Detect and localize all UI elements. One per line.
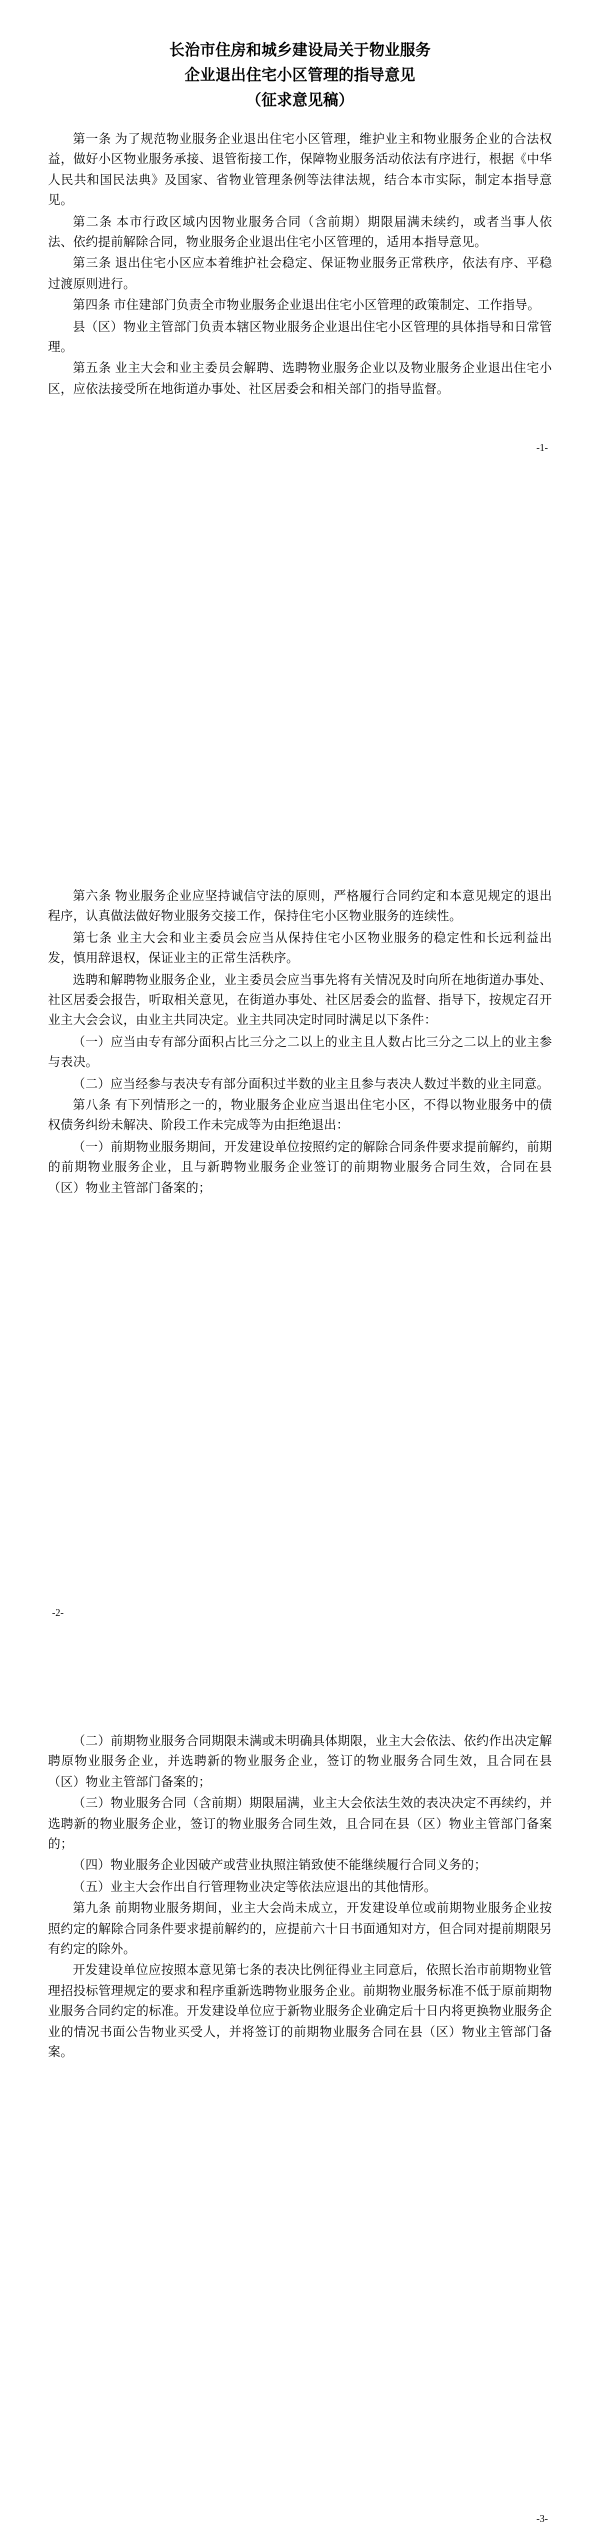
paragraph: 第六条 物业服务企业应坚持诚信守法的原则，严格履行合同约定和本意见规定的退出程序，认真做法做好物业服务交接工作，保持住宅小区物业服务的连续性。	[48, 889, 552, 924]
paragraph: 第三条 退出住宅小区应本着维护社会稳定、保证物业服务正常秩序，依法有序、平稳过渡原则进行。	[48, 256, 552, 291]
paragraph: （三）物业服务合同（含前期）期限届满，业主大会依法生效的表决决定不再续约，并选聘新的物业服务企业，签订的物业服务合同生效，且合同在县（区）物业主管部门备案的；	[48, 1796, 552, 1852]
title-line-3: （征求意见稿）	[246, 92, 354, 109]
page-number: -3-	[536, 2514, 548, 2525]
paragraph: （五）业主大会作出自行管理物业决定等依法应退出的其他情形。	[72, 1879, 437, 1894]
page-number: -1-	[536, 443, 548, 454]
paragraph: 开发建设单位应按照本意见第七条的表决比例征得业主同意后，依照长治市前期物业管理招投标管理规定的要求和程序重新选聘物业服务企业。前期物业服务标准不低于原前期物业服务合同约定的标准。开发建设单位应于新物业服务企业确定后十日内将更换物业服务企业的情况书面公告物业买受人，并将签订的前期物业服务合同在县（区）物业主管部门备案。	[48, 1963, 552, 2060]
document-page-3	[0, 1697, 600, 2543]
paragraph: （二）应当经参与表决专有部分面积过半数的业主且参与表决人数过半数的业主同意。	[72, 1076, 550, 1091]
title-line-2: 企业退出住宅小区管理的指导意见	[184, 67, 416, 84]
paragraph: 第四条 市住建部门负责全市物业服务企业退出住宅小区管理的政策制定、工作指导。	[72, 298, 541, 313]
paragraph: （四）物业服务企业因破产或营业执照注销致使不能继续履行合同义务的；	[72, 1858, 487, 1873]
paragraph: （一）前期物业服务期间，开发建设单位按照约定的解除合同条件要求提前解约，前期的前期物业服务企业，且与新聘物业服务企业签订的前期物业服务合同生效，合同在县（区）物业主管部门备案的；	[48, 1139, 552, 1195]
document-page-2	[0, 852, 600, 1697]
paragraph: 县（区）物业主管部门负责本辖区物业服务企业退出住宅小区管理的具体指导和日常管理。	[48, 319, 552, 355]
paragraph: 第二条 本市行政区域内因物业服务合同（含前期）期限届满未续约，或者当事人依法、依约提前解除合同，物业服务企业退出住宅小区管理的，适用本指导意见。	[48, 214, 552, 250]
paragraph: 第一条 为了规范物业服务企业退出住宅小区管理，维护业主和物业服务企业的合法权益，做好小区物业服务承接、退管衔接工作，保障物业服务活动依法有序进行，根据《中华人民共和国民法典》及国家、省物业管理条例等法律法规，结合本市实际，制定本指导意见。	[48, 132, 552, 208]
page-number: -2-	[52, 1608, 64, 1619]
paragraph: 第九条 前期物业服务期间，业主大会尚未成立，开发建设单位或前期物业服务企业按照约定的解除合同条件要求提前解约的，应提前六十日书面通知对方，但合同对提前期限另有约定的除外。	[48, 1901, 552, 1957]
paragraph: 第七条 业主大会和业主委员会应当从保持住宅小区物业服务的稳定性和长远利益出发，慎用辞退权，保证业主的正常生活秩序。	[48, 930, 552, 966]
paragraph: （二）前期物业服务合同期限未满或未明确具体期限，业主大会依法、依约作出决定解聘原物业服务企业，并选聘新的物业服务企业，签订的物业服务合同生效，且合同在县（区）物业主管部门备案的；	[48, 1734, 552, 1789]
paragraph: 第八条 有下列情形之一的，物业服务企业应当退出住宅小区，不得以物业服务中的债权债务纠纷未解决、阶段工作未完成等为由拒绝退出：	[48, 1098, 552, 1133]
document-title	[48, 38, 552, 113]
paragraph: （一）应当由专有部分面积占比三分之二以上的业主且人数占比三分之二以上的业主参与表决。	[48, 1034, 552, 1070]
title-line-1: 长治市住房和城乡建设局关于物业服务	[169, 42, 431, 59]
paragraph: 选聘和解聘物业服务企业，业主委员会应当事先将有关情况及时向所在地街道办事处、社区居委会报告，听取相关意见，在街道办事处、社区居委会的监督、指导下，按规定召开业主大会会议，由业主共同决定。业主共同决定时同时满足以下条件：	[48, 972, 552, 1028]
paragraph: 第五条 业主大会和业主委员会解聘、选聘物业服务企业以及物业服务企业退出住宅小区，应依法接受所在地街道办事处、社区居委会和相关部门的指导监督。	[48, 361, 552, 396]
document-page-1	[0, 0, 600, 852]
